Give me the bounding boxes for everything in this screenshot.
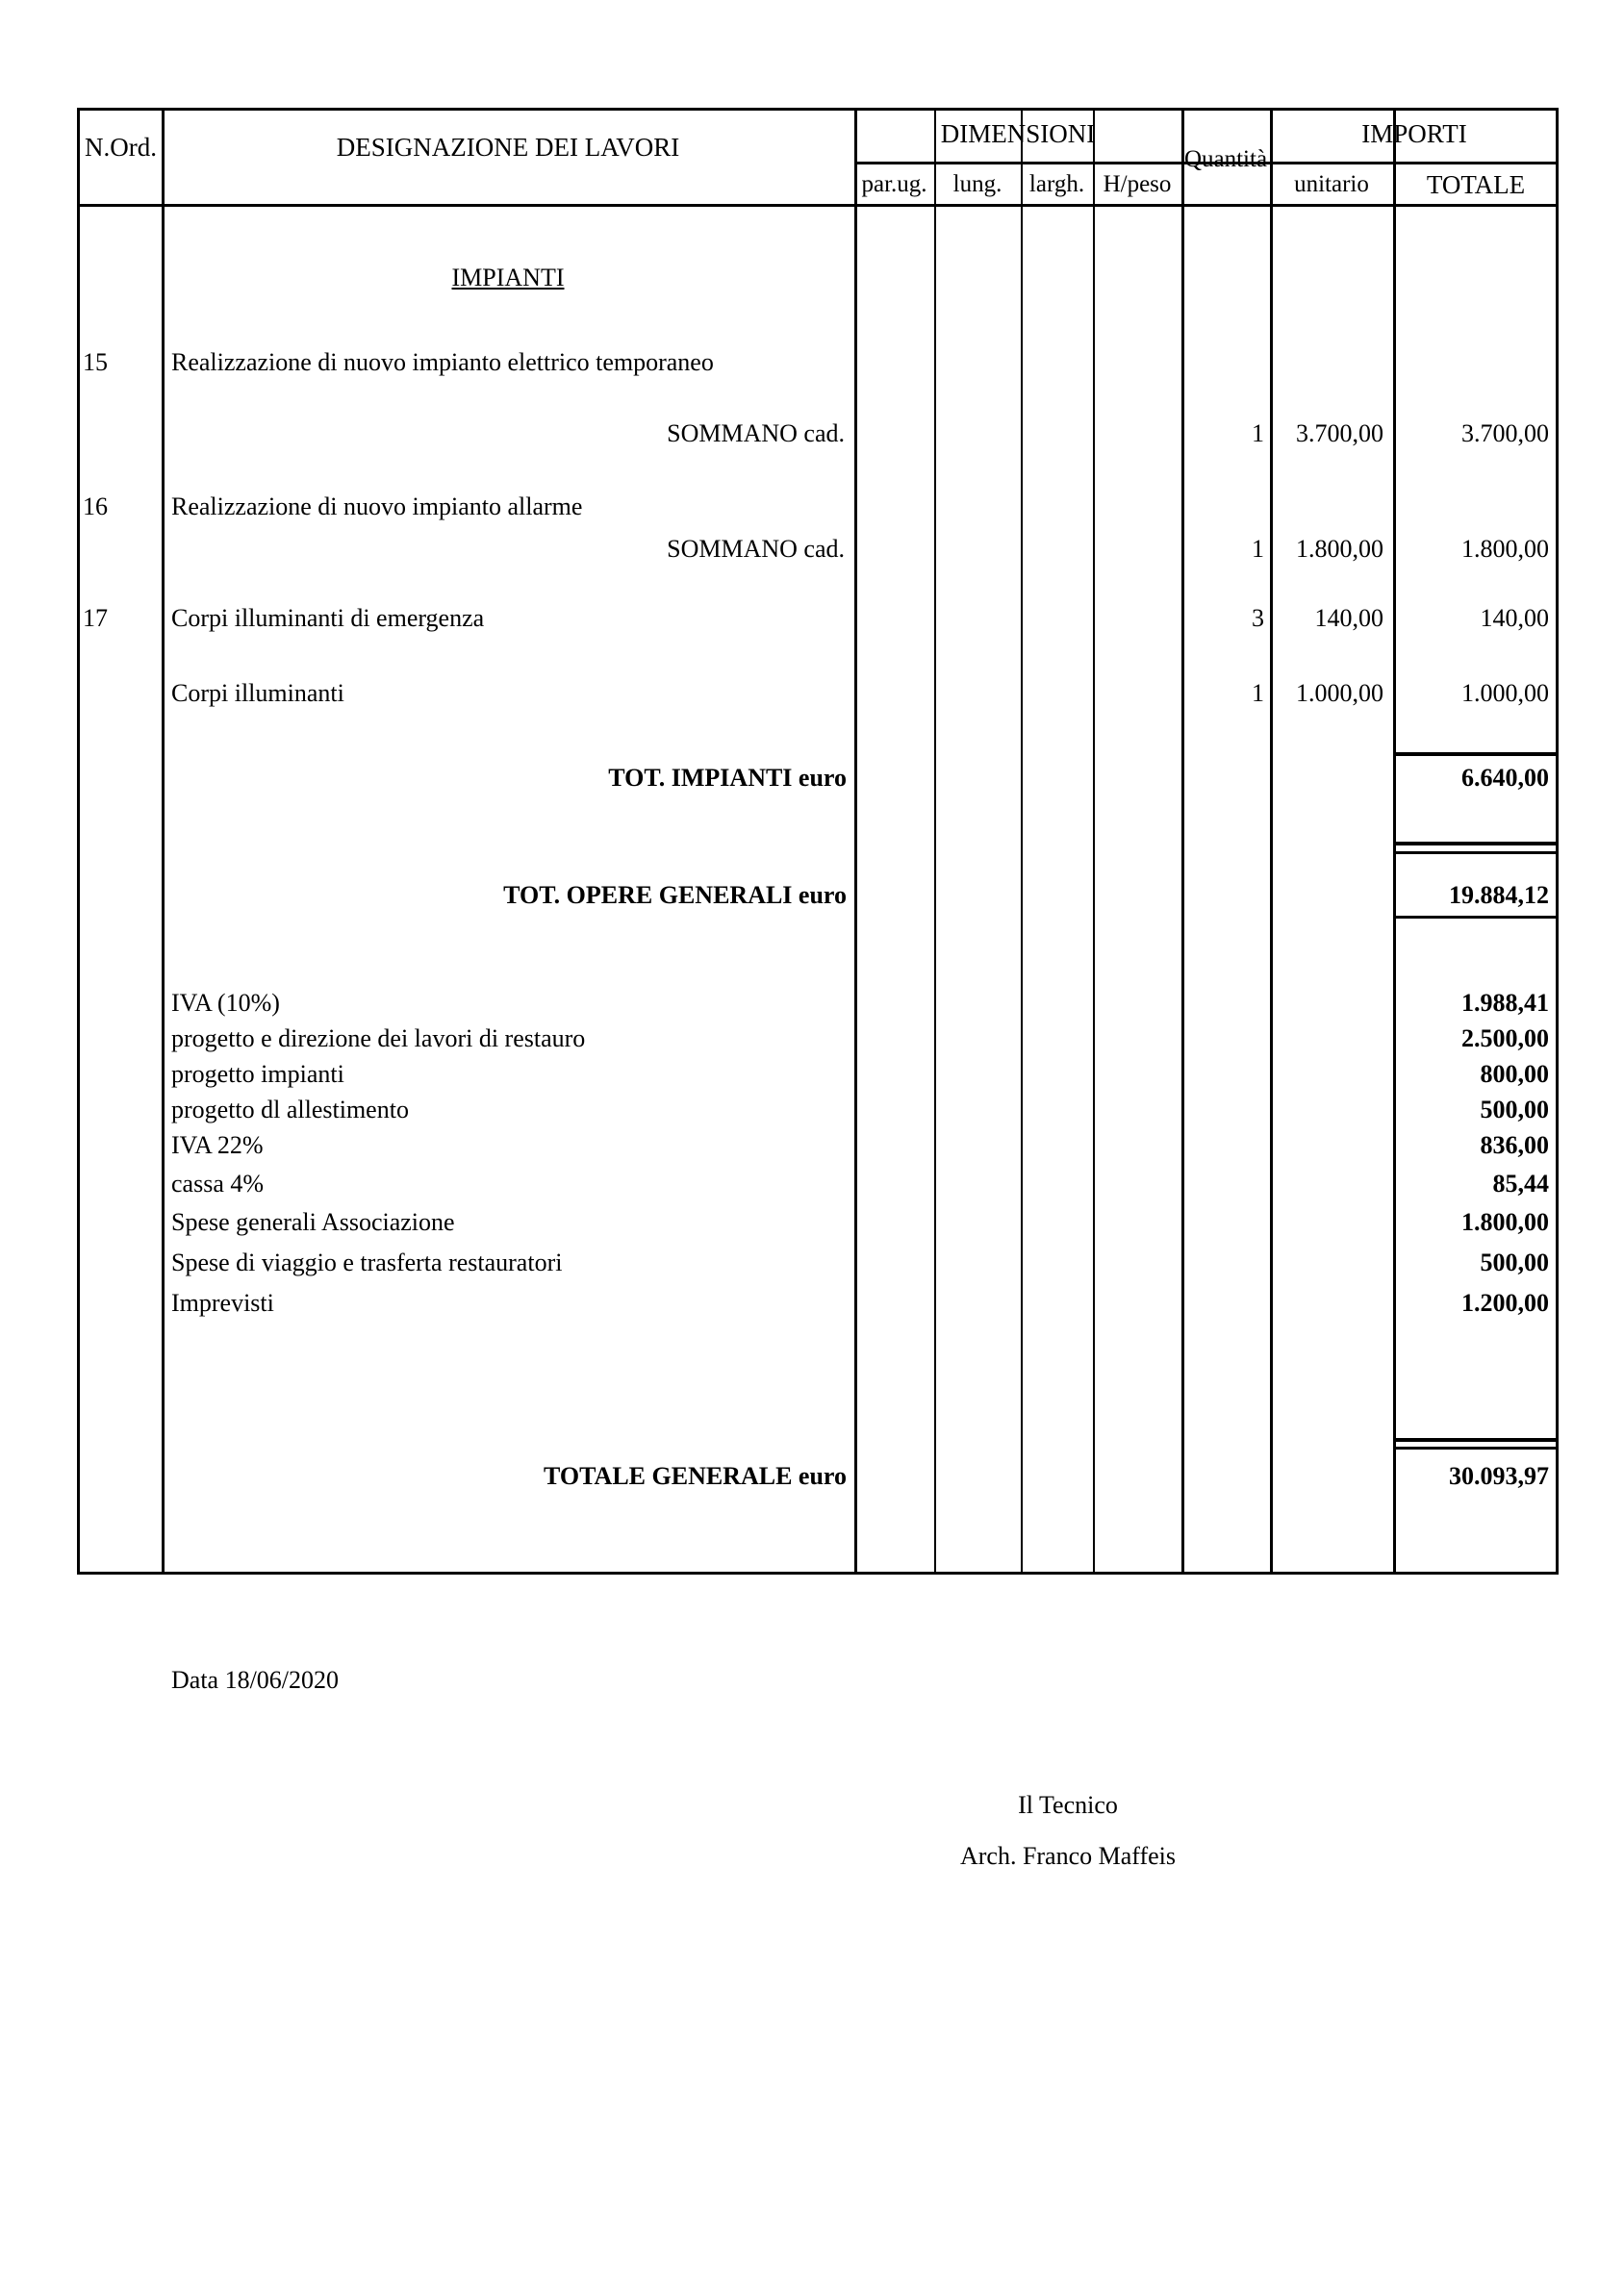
vrule-hpeso-quantita xyxy=(1181,108,1184,1575)
row-quantita: 1 xyxy=(1252,679,1264,707)
row-totale: 3.700,00 xyxy=(1461,419,1549,447)
vrule-parug-lung xyxy=(934,108,936,1575)
subtotal-label-impianti: TOT. IMPIANTI euro xyxy=(608,764,847,792)
header-importi: IMPORTI xyxy=(1361,119,1467,148)
extra-label: Spese generali Associazione xyxy=(171,1208,455,1236)
row-number: 17 xyxy=(83,604,108,632)
row-unitario: 1.000,00 xyxy=(1296,679,1383,707)
header-parug: par.ug. xyxy=(861,171,927,197)
row-unitario: 3.700,00 xyxy=(1296,419,1383,447)
row-sommano: SOMMANO cad. xyxy=(667,419,845,447)
table-outer-border xyxy=(77,108,1559,1575)
extra-value: 2.500,00 xyxy=(1461,1024,1549,1052)
hrule-totale-generale-top xyxy=(1393,1438,1559,1442)
subtotal-label-opere-generali: TOT. OPERE GENERALI euro xyxy=(503,881,847,909)
header-totale: TOTALE xyxy=(1426,170,1526,199)
vrule-largh-hpeso xyxy=(1093,108,1095,1575)
row-unitario: 140,00 xyxy=(1314,604,1383,632)
vrule-nord-designazione xyxy=(162,108,165,1575)
hrule-tot-opere-bottom xyxy=(1393,916,1559,919)
extra-value: 800,00 xyxy=(1480,1060,1549,1088)
header-designazione: DESIGNAZIONE DEI LAVORI xyxy=(336,133,680,162)
header-hpeso: H/peso xyxy=(1103,171,1172,197)
row-quantita: 3 xyxy=(1252,604,1264,632)
row-description: Realizzazione di nuovo impianto elettrico temporaneo xyxy=(171,348,714,376)
signature-name: Arch. Franco Maffeis xyxy=(959,1842,1177,1870)
extra-value: 500,00 xyxy=(1480,1249,1549,1276)
extra-label: cassa 4% xyxy=(171,1170,265,1198)
grand-total-label: TOTALE GENERALE euro xyxy=(544,1462,847,1490)
signature-role: Il Tecnico xyxy=(1018,1791,1118,1819)
extra-value: 1.988,41 xyxy=(1461,989,1549,1017)
grand-total-value: 30.093,97 xyxy=(1449,1462,1549,1490)
subtotal-value-impianti: 6.640,00 xyxy=(1461,764,1549,792)
extra-label: Imprevisti xyxy=(171,1289,274,1317)
subtotal-value-opere-generali: 19.884,12 xyxy=(1449,881,1549,909)
header-unitario: unitario xyxy=(1294,171,1369,197)
hrule-header-bottom xyxy=(77,204,1559,207)
hrule-tot-opere-top xyxy=(1393,851,1559,854)
row-number: 16 xyxy=(83,492,108,520)
row-quantita: 1 xyxy=(1252,535,1264,563)
row-sommano: SOMMANO cad. xyxy=(667,535,845,563)
row-number: 15 xyxy=(83,348,108,376)
row-unitario: 1.800,00 xyxy=(1296,535,1383,563)
extra-label: Spese di viaggio e trasferta restauratori xyxy=(171,1249,563,1276)
header-largh: largh. xyxy=(1028,171,1085,197)
row-quantita: 1 xyxy=(1252,419,1264,447)
extra-label: IVA (10%) xyxy=(171,989,280,1017)
extra-value: 1.200,00 xyxy=(1461,1289,1549,1317)
hrule-tot-impianti-bottom xyxy=(1393,842,1559,845)
extra-label: progetto e direzione dei lavori di restauro xyxy=(171,1024,586,1052)
header-lung: lung. xyxy=(952,171,1002,197)
hrule-totale-generale-top2 xyxy=(1393,1447,1559,1450)
header-quantita: Quantità xyxy=(1183,146,1268,172)
section-title-impianti: IMPIANTI xyxy=(451,264,565,291)
document-date: Data 18/06/2020 xyxy=(171,1666,340,1694)
extra-value: 85,44 xyxy=(1492,1170,1549,1198)
row-totale: 140,00 xyxy=(1480,604,1549,632)
row-description: Corpi illuminanti di emergenza xyxy=(171,604,485,632)
extra-value: 500,00 xyxy=(1480,1096,1549,1123)
header-dimensioni: DIMENSIONI xyxy=(940,119,1096,148)
vrule-lung-largh xyxy=(1021,108,1023,1575)
vrule-designazione-parug xyxy=(854,108,857,1575)
vrule-quantita-unitario xyxy=(1270,108,1273,1575)
extra-label: IVA 22% xyxy=(171,1131,264,1159)
header-nord: N.Ord. xyxy=(85,133,157,162)
row-description: Corpi illuminanti xyxy=(171,679,344,707)
row-totale: 1.000,00 xyxy=(1461,679,1549,707)
extra-value: 836,00 xyxy=(1480,1131,1549,1159)
extra-value: 1.800,00 xyxy=(1461,1208,1549,1236)
extra-label: progetto impianti xyxy=(171,1060,344,1088)
row-totale: 1.800,00 xyxy=(1461,535,1549,563)
row-description: Realizzazione di nuovo impianto allarme xyxy=(171,492,583,520)
extra-label: progetto dl allestimento xyxy=(171,1096,409,1123)
hrule-tot-impianti-top xyxy=(1393,752,1559,756)
